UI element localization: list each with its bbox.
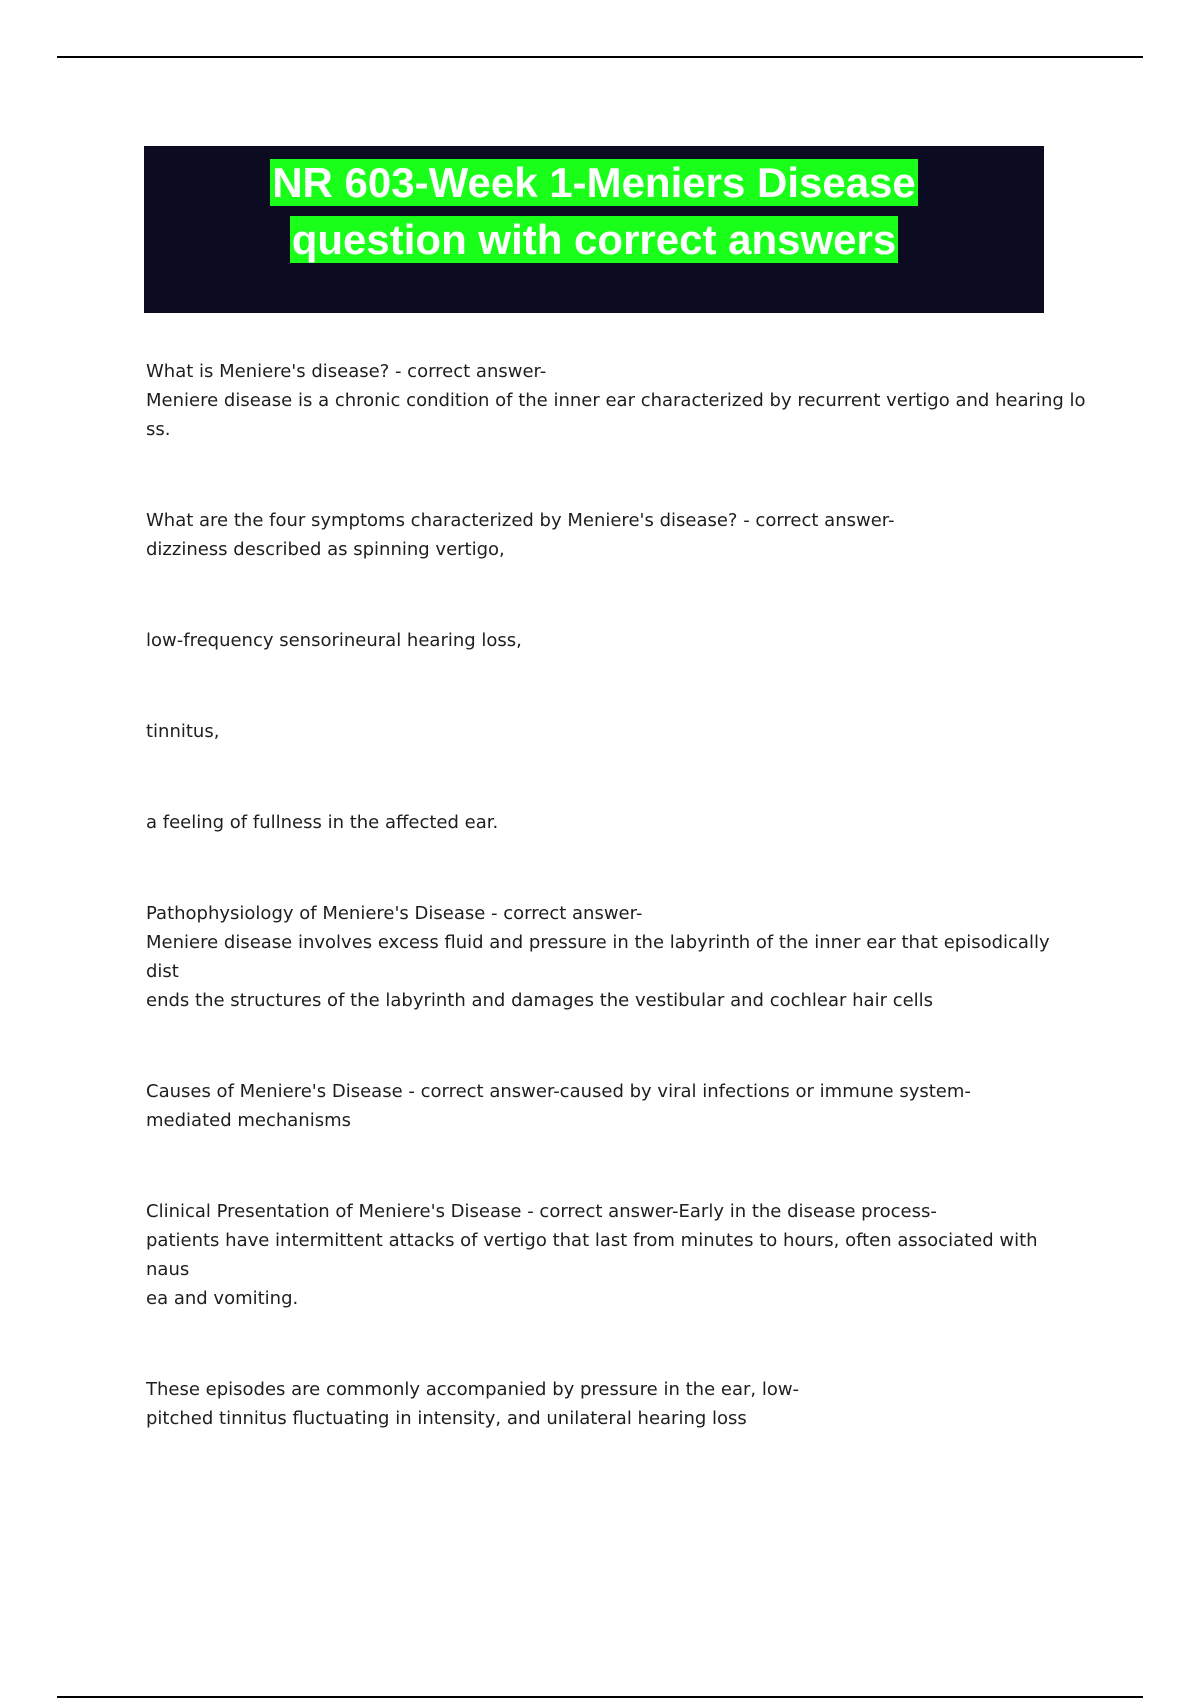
bottom-rule [57, 1696, 1143, 1698]
qa-paragraph: These episodes are commonly accompanied by pressure in the ear, low- pitched tinnitus fluctuating in intensity, and unilateral hearing loss [146, 1379, 800, 1429]
qa-paragraph: low-frequency sensorineural hearing loss, [146, 630, 522, 651]
qa-paragraph: Clinical Presentation of Meniere's Disease - correct answer-Early in the disease process- patients have intermittent attacks of vertigo that last from minutes to hours, often associated with naus ea and vomiting. [146, 1201, 1038, 1309]
spacer [146, 746, 1086, 808]
spacer [146, 564, 1086, 626]
title-banner [144, 146, 1044, 313]
qa-paragraph: What are the four symptoms characterized by Meniere's disease? - correct answer- dizziness described as spinning vertigo, [146, 510, 895, 560]
top-rule [57, 56, 1143, 58]
spacer [146, 1135, 1086, 1197]
spacer [146, 837, 1086, 899]
qa-paragraph: Causes of Meniere's Disease - correct answer-caused by viral infections or immune system- mediated mechanisms [146, 1081, 971, 1131]
qa-paragraph: tinnitus, [146, 721, 220, 742]
spacer [146, 1313, 1086, 1375]
spacer [146, 655, 1086, 717]
spacer [146, 444, 1086, 506]
title-line-1: NR 603-Week 1-Meniers Disease [272, 159, 916, 206]
qa-paragraph: What is Meniere's disease? - correct answer- Meniere disease is a chronic condition of the inner ear characterized by recurrent vertigo and hearing lo ss. [146, 361, 1086, 440]
document-body [146, 357, 1086, 1433]
title-line-2: question with correct answers [291, 216, 897, 263]
document-title [144, 146, 1044, 268]
qa-paragraph: Pathophysiology of Meniere's Disease - correct answer- Meniere disease involves excess fluid and pressure in the labyrinth of the inner ear that episodically dist ends the structures of the labyrinth and damages the vestibular and cochlear hair cells [146, 903, 1050, 1011]
qa-paragraph: a feeling of fullness in the affected ear. [146, 812, 499, 833]
spacer [146, 1015, 1086, 1077]
